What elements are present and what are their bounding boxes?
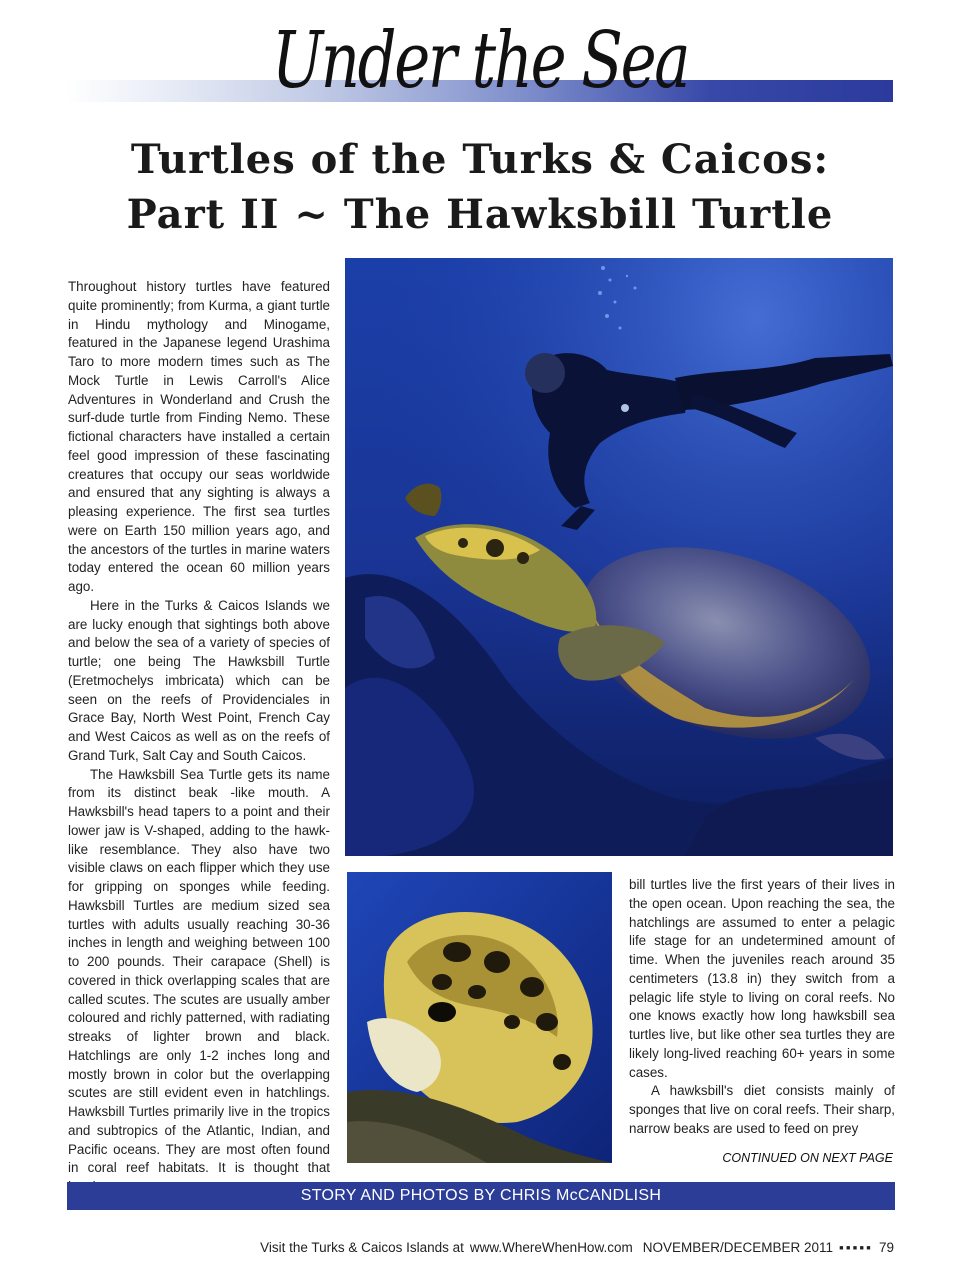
continued-on-next-page: CONTINUED ON NEXT PAGE — [722, 1151, 893, 1165]
article-paragraph: Throughout history turtles have featured quite prominently; from Kurma, a giant turtle in Hindu mythology and Minogame, featured in the Japanese legend Urashima Taro to more modern times such as The Mock Turtle in Lewis Carroll's Alice Adventures in Wonderland and Crush the surf-dude turtle from Finding Nemo. These fictional characters have installed a certain feel good impression of these fascinating creatures that occupy our seas worldwide and ensured that any sighting is always a pleasing experience. The first sea turtles were on Earth 150 million years ago, and the ancestors of the turtles in marine waters today entered the ocean 60 million years ago. — [68, 279, 330, 594]
footer-url: www.WhereWhenHow.com — [469, 1240, 633, 1255]
article-right-column — [629, 876, 895, 1140]
page-footer — [254, 1240, 894, 1255]
article-paragraph: bill turtles live the first years of their lives in the open ocean. Upon reaching the sea, the hatchlings are assumed to enter a pelagic life stage for an undetermined amount of time. When the juveniles reach around 35 centimeters (13.8 in) they switch from a pelagic life style to living on coral reefs. No one knows exactly how long hawksbill sea turtles live, but like other sea turtles they are likely long-lived reaching 60+ years in some cases. — [629, 877, 895, 1080]
footer-issue: NOVEMBER/DECEMBER 2011 — [642, 1240, 834, 1255]
page-number: 79 — [878, 1240, 894, 1255]
diver-and-turtle-photo — [345, 258, 893, 856]
article-paragraph: The Hawksbill Sea Turtle gets its name from its distinct beak -like mouth. A Hawksbill's head tapers to a point and their lower jaw is V-shaped, adding to the hawk-like resemblance. They also have two visible claws on each flipper which they use for gripping on sponges while feeding. Hawksbill Turtles are medium sized sea turtles with adults usually reaching 30-36 inches in length and weighing between 100 to 200 pounds. Their carapace (Shell) is covered in thick overlapping scales that are called scutes. The scutes are usually amber coloured and richly patterned, with radiating streaks of lighter brown and black. Hatchlings are only 1-2 inches long and mostly brown in color but the overlapping scutes are still evident even in hatchlings. Hawksbill Turtles primarily live in the tropics and subtropics of the Atlantic, Indian, and Pacific oceans. They are most often found in coral reef habitats. It is thought that — [68, 766, 330, 1176]
footer-text: Visit the Turks & Caicos Islands at — [260, 1240, 464, 1255]
article-paragraph: Here in the Turks & Caicos Islands we are lucky enough that sightings both above and below the sea of a variety of species of turtle; one being The Hawksbill Turtle (Eretmochelys imbricata) which can be seen on the reefs of Providenciales in Grace Bay, North West Point, French Cay and West Caicos as well as on the reefs of Grand Turk, Salt Cay and South Caicos. — [68, 597, 330, 763]
turtle-head-closeup-photo — [347, 872, 612, 1163]
headline-line-2: Part II ~ The Hawksbill Turtle — [126, 191, 834, 238]
article-left-column — [68, 278, 330, 1176]
section-title: Under the Sea — [271, 16, 689, 106]
footer-dots: ▪▪▪▪▪ — [839, 1240, 873, 1255]
headline-line-1: Turtles of the Turks & Caicos: — [130, 136, 830, 183]
photo-credit-bar: STORY AND PHOTOS BY CHRIS McCANDLISH — [67, 1182, 895, 1210]
article-paragraph: A hawksbill's diet consists mainly of sponges that live on coral reefs. Their sharp, narrow beaks are used to feed on prey — [629, 1083, 895, 1136]
